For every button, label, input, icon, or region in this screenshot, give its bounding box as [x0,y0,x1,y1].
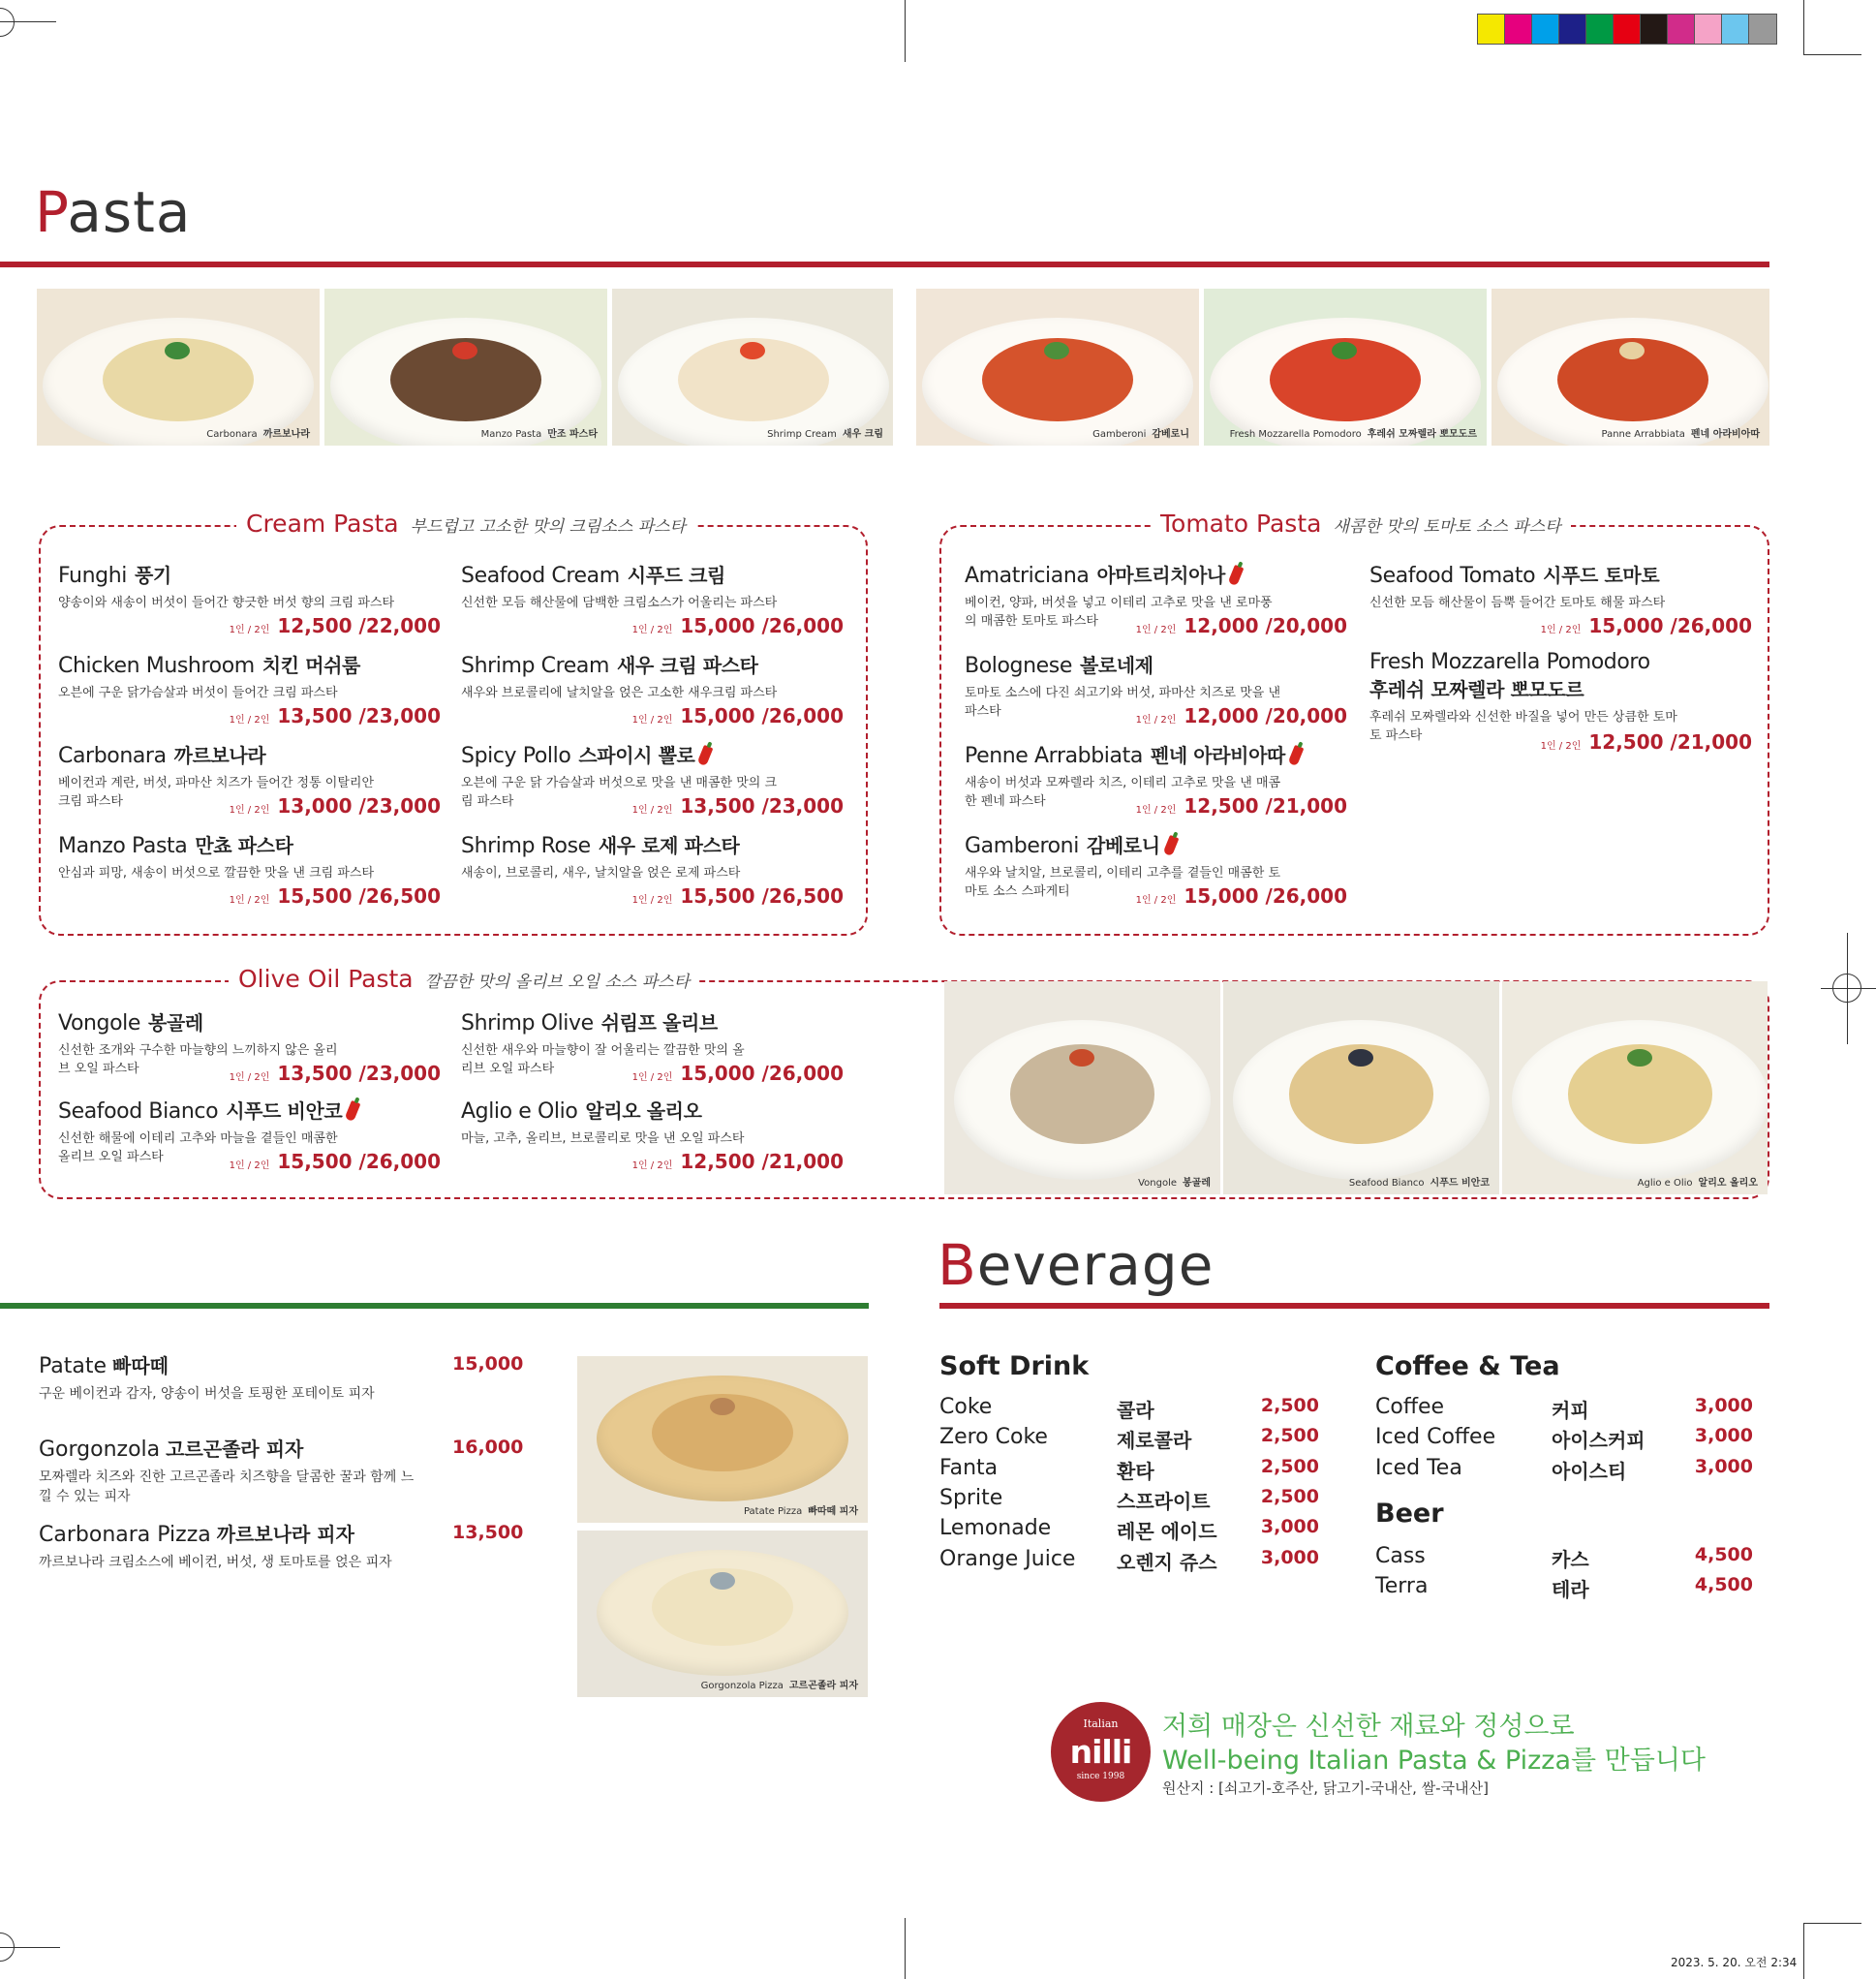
item-price [230,884,441,908]
caption-en: Fresh Mozzarella Pomodoro [1229,429,1362,440]
beverage-name-kr: 테라 [1552,1578,1589,1602]
item-description: 새송이 버섯과 모짜렐라 치즈, 이테리 고추로 맛을 낸 매콤한 펜네 파스타 [965,776,1281,809]
garnish [1627,1049,1652,1067]
photo-caption [206,425,310,440]
beverage-item [939,1395,1319,1424]
item-name-kr: 까르보나라 [173,744,266,767]
beverage-name-en: Fanta [939,1455,999,1480]
item-name [58,560,441,588]
pizza-item [39,1434,523,1506]
beverage-name-en: Iced Tea [1375,1455,1462,1480]
beverage-item [939,1425,1319,1454]
beverage-name-kr: 아이스티 [1552,1459,1627,1483]
pasta-title: Pasta [35,179,192,245]
color-swatch [1532,15,1559,44]
serving-size: 1인 / 2인 [1135,895,1177,906]
beverage-price: 3,000 [1694,1395,1753,1416]
item-description: 안심과 피망, 새송이 버섯으로 깔끔한 맛을 낸 크림 파스타 [58,866,375,881]
beverage-rule [939,1303,1769,1309]
price-value: 15,000 /26,000 [1588,614,1752,637]
nilli-logo: Italian nilli since 1998 [1051,1702,1151,1802]
serving-size: 1인 / 2인 [631,625,673,635]
beverage-title: Beverage [938,1232,1215,1298]
item-name [461,740,844,768]
crop-mark [1803,0,1804,54]
item-description: 신선한 새우와 마늘향이 잘 어울리는 깔끔한 맛의 올리브 오일 파스타 [461,1043,745,1076]
price-value: 13,500 /23,000 [680,794,844,818]
item-name-en: Seafood Cream [461,564,620,588]
item-name-en: Seafood Tomato [1369,564,1536,588]
food-photo [1492,289,1769,446]
item-price [1136,704,1347,727]
item-name [58,650,441,678]
photo-caption [1138,1174,1211,1189]
item-name [461,650,844,678]
pizza-name [39,1350,523,1378]
menu-item [965,740,1347,825]
item-name [461,1007,844,1036]
price-value: 12,500 /21,000 [680,1150,844,1173]
price-value: 15,000 /26,000 [1184,884,1347,908]
photo-caption [1638,1174,1758,1189]
beverage-price: 2,500 [1260,1425,1319,1447]
item-name-en: Shrimp Cream [461,654,610,678]
pizza-name-kr: 고르곤졸라 피자 [166,1438,304,1461]
item-name-kr: 스파이시 뽈로 [578,744,695,767]
item-name-en: Chicken Mushroom [58,654,255,678]
caption-en: Manzo Pasta [480,429,542,440]
color-swatch [1695,15,1722,44]
item-description: 신선한 해물에 이테리 고추와 마늘을 곁들인 매콤한 올리브 오일 파스타 [58,1131,338,1164]
item-name-kr: 만쵸 파스타 [195,834,293,857]
item-name-kr: 후레쉬 모짜렐라 뽀모도르 [1369,678,1584,701]
menu-item [965,560,1347,645]
photo-caption [767,425,883,440]
serving-size: 1인 / 2인 [229,895,270,906]
beverage-item [939,1516,1319,1545]
chili-icon [1228,565,1245,586]
beverage-name-en: Coffee [1375,1395,1445,1419]
price-value: 12,000 /20,000 [1184,704,1347,727]
beverage-item [1375,1425,1753,1454]
menu-item [1369,560,1752,645]
menu-item [461,830,844,915]
price-value: 12,500 /21,000 [1588,730,1752,754]
slogan-line-2: Well-being Italian Pasta & Pizza를 만듭니다 [1162,1746,1706,1776]
menu-item [461,1096,844,1181]
price-value: 12,500 /21,000 [1184,794,1347,818]
menu-item [461,1007,844,1093]
slogan-line-1: 저희 매장은 신선한 재료와 정성으로 [1162,1712,1575,1742]
crop-mark [905,1918,906,1979]
caption-kr: 고르곤졸라 피자 [788,1681,858,1691]
crop-mark [0,1947,60,1948]
price-value: 13,000 /23,000 [277,794,441,818]
menu-item [58,1096,441,1181]
beverage-price: 2,500 [1260,1455,1319,1477]
photo-caption [1092,425,1189,440]
caption-en: Panne Arrabbiata [1601,429,1685,440]
serving-size: 1인 / 2인 [1135,715,1177,726]
beverage-price: 4,500 [1694,1544,1753,1565]
beverage-name-en: Terra [1375,1574,1429,1599]
item-name-kr: 봉골레 [148,1011,203,1035]
serving-size: 1인 / 2인 [631,1160,673,1171]
caption-en: Seafood Bianco [1348,1178,1425,1189]
beverage-price: 3,000 [1694,1425,1753,1447]
beverage-price: 3,000 [1260,1546,1319,1568]
item-name [1369,560,1752,588]
serving-size: 1인 / 2인 [1135,805,1177,816]
item-description: 베이컨, 양파, 버섯을 넣고 이테리 고추로 맛을 낸 로마풍의 매콤한 토마토 파스타 [965,596,1273,629]
color-swatch [1749,15,1776,44]
registration-mark [0,8,15,37]
caption-en: Gorgonzola Pizza [700,1681,784,1691]
beverage-price: 3,000 [1694,1455,1753,1477]
price-value: 15,500 /26,500 [277,884,441,908]
price-value: 15,000 /26,000 [680,1062,844,1085]
item-description: 신선한 조개와 구수한 마늘향의 느끼하지 않은 올리브 오일 파스타 [58,1043,338,1076]
price-value: 13,500 /23,000 [277,1062,441,1085]
chili-icon [1288,745,1305,766]
item-name-kr: 시푸드 토마토 [1543,564,1660,587]
color-swatch [1478,15,1505,44]
item-name [461,830,844,858]
beverage-name-en: Coke [939,1395,993,1419]
item-description: 새우와 브로콜리에 날치알을 얹은 고소한 새우크림 파스타 [461,686,778,700]
serving-size: 1인 / 2인 [631,715,673,726]
item-name-en: Shrimp Olive [461,1011,594,1036]
item-price [632,1062,844,1085]
beverage-name-kr: 카스 [1552,1548,1589,1571]
caption-en: Patate Pizza [743,1506,803,1517]
item-name [965,830,1347,858]
item-description: 후레쉬 모짜렐라와 신선한 바질을 넣어 만든 상큼한 토마토 파스타 [1369,710,1677,743]
item-name [1369,650,1752,702]
pasta-rule [0,262,1769,267]
food-photo [577,1531,868,1697]
beverage-item [1375,1574,1753,1603]
menu-item [461,650,844,735]
food-photo [916,289,1199,446]
origin-notice: 원산지 : [쇠고기-호주산, 닭고기-국내산, 쌀-국내산] [1162,1779,1489,1797]
beverage-item [939,1486,1319,1515]
item-price [230,1150,441,1173]
pizza-price: 13,500 [452,1522,524,1543]
caption-kr: 빠따떼 피자 [808,1506,858,1517]
beverage-item [1375,1544,1753,1573]
beverage-name-en: Zero Coke [939,1425,1048,1450]
beverage-name-kr: 커피 [1552,1399,1589,1422]
item-price [1541,730,1752,754]
caption-kr: 펜네 아라비아따 [1690,429,1760,440]
beverage-name-en: Sprite [939,1485,1003,1510]
menu-item [58,650,441,735]
food-photo [37,289,320,446]
price-value: 15,000 /26,000 [680,704,844,727]
item-price [230,794,441,818]
item-name-en: Amatriciana [965,564,1090,588]
item-price [632,614,844,637]
item-name-en: Aglio e Olio [461,1099,578,1124]
price-value: 12,500 /22,000 [277,614,441,637]
menu-item [1369,650,1752,761]
beverage-item [939,1547,1319,1576]
item-price [1136,614,1347,637]
photo-caption [1602,425,1761,440]
item-price [230,704,441,727]
serving-size: 1인 / 2인 [1540,741,1582,752]
item-name-en: Vongole [58,1011,141,1036]
beverage-name-en: Orange Juice [939,1546,1076,1571]
photo-caption [701,1677,858,1691]
item-price [230,1062,441,1085]
item-name-en: Shrimp Rose [461,834,591,858]
menu-item [965,650,1347,735]
beverage-name-kr: 스프라이트 [1117,1489,1211,1513]
tomato-pasta-heading: Tomato Pasta 새콤한 맛의 토마토 소스 파스타 [1151,510,1571,538]
item-name-kr: 치킨 머쉬룸 [261,654,360,677]
beverage-name-en: Lemonade [939,1516,1052,1541]
serving-size: 1인 / 2인 [631,805,673,816]
chili-icon [697,745,714,766]
menu-item [965,830,1347,915]
color-swatch [1614,15,1641,44]
item-name [965,740,1347,768]
item-price [1136,884,1347,908]
caption-kr: 시푸드 비안코 [1430,1178,1490,1189]
item-name-kr: 새우 로제 파스타 [598,834,740,857]
caption-kr: 봉골레 [1183,1178,1211,1189]
item-name-kr: 풍기 [134,564,171,587]
item-name [58,1007,441,1036]
crop-mark [1803,1923,1804,1979]
item-price [632,884,844,908]
item-name-en: Carbonara [58,744,167,768]
soft-drink-heading: Soft Drink [939,1351,1090,1381]
menu-item [58,1007,441,1093]
item-description: 베이컨과 계란, 버섯, 파마산 치즈가 들어간 정통 이탈리안 크림 파스타 [58,776,375,809]
pizza-description: 까르보나라 크림소스에 베이컨, 버섯, 생 토마토를 얹은 피자 [39,1555,392,1570]
pizza-description: 구운 베이컨과 감자, 양송이 버섯을 토핑한 포테이토 피자 [39,1386,375,1402]
serving-size: 1인 / 2인 [229,805,270,816]
item-name-en: Spicy Pollo [461,744,571,768]
item-price [632,794,844,818]
caption-en: Aglio e Olio [1637,1178,1693,1189]
beverage-name-en: Cass [1375,1544,1426,1568]
item-description: 오븐에 구운 닭가슴살과 버섯이 들어간 크림 파스타 [58,686,338,700]
beverage-item [1375,1395,1753,1424]
pizza-name [39,1434,523,1462]
item-price [1541,614,1752,637]
serving-size: 1인 / 2인 [229,1072,270,1083]
beverage-name-kr: 콜라 [1117,1399,1154,1422]
color-swatch [1505,15,1532,44]
pizza-rule [0,1303,869,1309]
beverage-name-kr: 아이스커피 [1552,1429,1645,1453]
price-value: 15,500 /26,000 [277,1150,441,1173]
caption-en: Gamberoni [1092,429,1147,440]
food-photo [944,981,1220,1194]
food-photo [577,1356,868,1523]
crop-mark [905,0,906,62]
menu-item [461,560,844,645]
beverage-name-kr: 레몬 에이드 [1117,1520,1217,1544]
beverage-price: 2,500 [1260,1395,1319,1416]
beverage-name-kr: 환타 [1117,1459,1154,1483]
item-name-kr: 볼로네제 [1079,654,1153,677]
beverage-name-en: Iced Coffee [1375,1425,1496,1450]
pizza-price: 16,000 [452,1437,524,1458]
food-photo [324,289,607,446]
crop-mark [1803,1923,1861,1924]
caption-kr: 까르보나라 [262,429,310,440]
pizza-item [39,1519,523,1572]
menu-item [58,830,441,915]
caption-en: Shrimp Cream [767,429,837,440]
item-name-en: Seafood Bianco [58,1099,219,1124]
item-description: 양송이와 새송이 버섯이 들어간 향긋한 버섯 향의 크림 파스타 [58,596,395,610]
garnish [1348,1049,1373,1067]
item-name [965,650,1347,678]
price-value: 15,500 /26,500 [680,884,844,908]
serving-size: 1인 / 2인 [229,715,270,726]
beverage-price: 2,500 [1260,1485,1319,1507]
pizza-description: 모짜렐라 치즈와 진한 고르곤졸라 치즈향을 달콤한 꿀과 함께 느낄 수 있는 피자 [39,1469,415,1504]
crop-mark [1847,933,1848,1044]
color-swatch [1641,15,1668,44]
price-value: 12,000 /20,000 [1184,614,1347,637]
caption-en: Carbonara [206,429,258,440]
beverage-price: 3,000 [1260,1516,1319,1538]
menu-item [461,740,844,825]
item-name-kr: 시푸드 크림 [627,564,725,587]
item-name-en: Bolognese [965,654,1072,678]
item-name-en: Funghi [58,564,127,588]
chili-icon [345,1100,361,1122]
photo-caption [744,1502,858,1517]
item-name-kr: 감베로니 [1086,834,1160,857]
crop-mark [1821,988,1876,989]
price-value: 13,500 /23,000 [277,704,441,727]
item-name-kr: 쉬림프 올리브 [600,1011,718,1035]
photo-caption [1230,425,1477,440]
item-price [1136,794,1347,818]
beverage-item [1375,1456,1753,1485]
beverage-name-kr: 제로콜라 [1117,1429,1192,1453]
item-price [632,704,844,727]
item-description: 오븐에 구운 닭 가슴살과 버섯으로 맛을 낸 매콤한 맛의 크림 파스타 [461,776,778,809]
item-name-kr: 알리오 올리오 [585,1099,702,1123]
pizza-name-en: Gorgonzola [39,1438,161,1462]
pizza-item [39,1350,523,1404]
serving-size: 1인 / 2인 [1135,625,1177,635]
item-description: 마늘, 고추, 올리브, 브로콜리로 맛을 낸 오일 파스타 [461,1131,745,1146]
caption-en: Vongole [1138,1178,1178,1189]
serving-size: 1인 / 2인 [229,1160,270,1171]
chili-icon [1162,835,1179,856]
photo-caption [1349,1174,1490,1189]
pizza-name [39,1519,523,1547]
item-price [230,614,441,637]
menu-item [58,740,441,825]
food-photo [1223,981,1499,1194]
color-swatch [1586,15,1614,44]
price-value: 15,000 /26,000 [680,614,844,637]
serving-size: 1인 / 2인 [229,625,270,635]
item-description: 신선한 모듬 해산물이 듬뿍 들어간 토마토 해물 파스타 [1369,596,1666,610]
color-swatch [1668,15,1695,44]
caption-kr: 감베로니 [1152,429,1189,440]
item-name [58,1096,441,1124]
pizza-price: 15,000 [452,1353,524,1375]
item-description: 토마토 소스에 다진 쇠고기와 버섯, 파마산 치즈로 맛을 낸 파스타 [965,686,1281,719]
pizza-name-kr: 빠따떼 [112,1354,169,1377]
beer-heading: Beer [1375,1499,1444,1529]
olive-pasta-heading: Olive Oil Pasta 깔끔한 맛의 올리브 오일 소스 파스타 [229,965,699,993]
item-name-kr: 새우 크림 파스타 [617,654,758,677]
caption-kr: 새우 크림 [842,429,883,440]
pizza-name-en: Carbonara Pizza [39,1523,211,1547]
item-description: 새우와 날치알, 브로콜리, 이테리 고추를 곁들인 매콤한 토마토 소스 스파게티 [965,866,1281,899]
caption-kr: 알리오 올리오 [1698,1178,1758,1189]
beverage-item [939,1456,1319,1485]
pizza-name-kr: 까르보나라 피자 [216,1523,354,1546]
item-description: 신선한 모듬 해산물에 담백한 크림소스가 어울리는 파스타 [461,596,778,610]
item-name [965,560,1347,588]
pizza-name-en: Patate [39,1354,108,1378]
caption-kr: 후레쉬 모짜렐라 뽀모도르 [1367,429,1477,440]
item-name [461,1096,844,1124]
item-name-en: Penne Arrabbiata [965,744,1143,768]
item-price [632,1150,844,1173]
food-photo [1502,981,1768,1194]
color-swatch [1559,15,1586,44]
caption-kr: 만조 파스타 [547,429,598,440]
item-name [461,560,844,588]
food-photo [612,289,893,446]
item-name-en: Manzo Pasta [58,834,188,858]
food-photo [1204,289,1487,446]
color-swatch [1722,15,1749,44]
color-bar [1477,14,1777,45]
print-timestamp: 2023. 5. 20. 오전 2:34 [1671,1956,1798,1969]
crop-mark [1803,54,1861,55]
item-name-kr: 시푸드 비안코 [226,1099,343,1123]
item-name-en: Gamberoni [965,834,1079,858]
menu-item [58,560,441,645]
item-name [58,740,441,768]
cream-pasta-heading: Cream Pasta 부드럽고 고소한 맛의 크림소스 파스타 [236,510,695,538]
item-name-kr: 펜네 아라비아따 [1150,744,1285,767]
beverage-price: 4,500 [1694,1574,1753,1596]
photo-caption [481,425,598,440]
beverage-name-kr: 오렌지 쥬스 [1117,1550,1217,1574]
serving-size: 1인 / 2인 [631,895,673,906]
item-name [58,830,441,858]
item-name-en: Fresh Mozzarella Pomodoro [1369,650,1650,674]
coffee-tea-heading: Coffee & Tea [1375,1351,1560,1381]
serving-size: 1인 / 2인 [631,1072,673,1083]
serving-size: 1인 / 2인 [1540,625,1582,635]
garnish [1069,1049,1094,1067]
item-description: 새송이, 브로콜리, 새우, 날치알을 얹은 로제 파스타 [461,866,741,881]
item-name-kr: 아마트리치아나 [1096,564,1225,587]
